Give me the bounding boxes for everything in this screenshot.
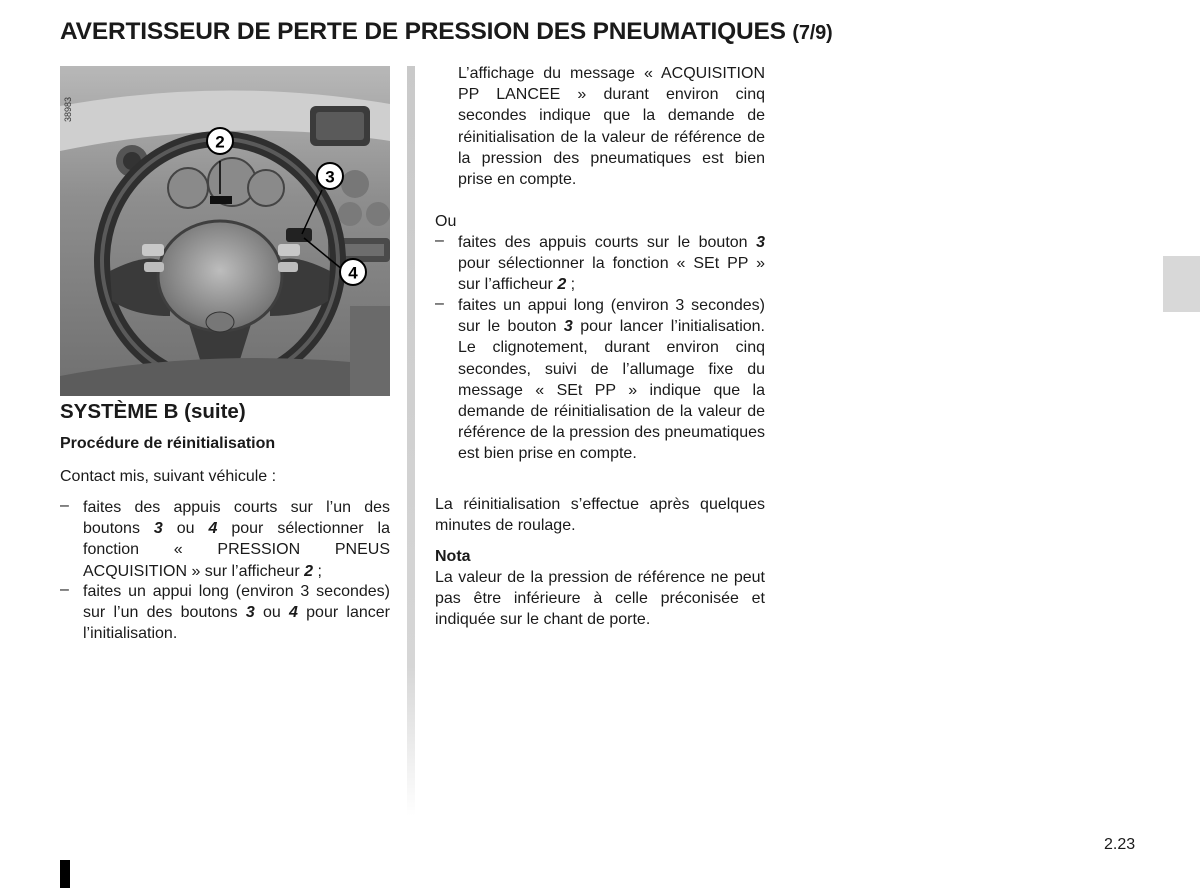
callout-4 bbox=[340, 259, 366, 285]
figure-reference-number: 38983 bbox=[63, 96, 73, 122]
list-item: faites des appuis courts sur le bouton 3 pour sélectionner la fonction « SEt PP » sur l’afficheur 2 ; bbox=[458, 234, 765, 294]
svg-text:4: 4 bbox=[348, 263, 358, 283]
list-dash: – bbox=[60, 581, 69, 598]
dashboard-illustration bbox=[60, 66, 390, 396]
list-dash: – bbox=[435, 295, 444, 312]
nota-paragraph: La valeur de la pression de référence ne peut pas être inférieure à celle préconisée et indiquée sur le chant de porte. bbox=[435, 569, 765, 629]
callout-3 bbox=[317, 163, 343, 189]
continued-paragraph: L’affichage du message « ACQUISITION PP LANCEE » durant environ cinq secondes indique que la demande de réinitialisation de la valeur de référence de la pression des pneumatiques est bien prise en compte. bbox=[458, 65, 765, 189]
or-text: Ou bbox=[435, 213, 457, 230]
page-title-text: AVERTISSEUR DE PERTE DE PRESSION DES PNEUMATIQUES bbox=[60, 18, 786, 45]
list-item: faites des appuis courts sur l’un des boutons 3 ou 4 pour sélectionner la fonction « PRESSION PNEUS ACQUISITION » sur l’afficheur 2 ; bbox=[83, 499, 391, 580]
column-divider bbox=[407, 66, 415, 816]
list-item: faites un appui long (environ 3 secondes) sur le bouton 3 pour lancer l’initialisation. Le clignotement, durant environ cinq secondes, suivi de l’allumage fixe du message « SEt PP » indique que la demande de réinitialisation de la valeur de référence de la pression des pneumatiques est bien prise en compte. bbox=[458, 297, 766, 463]
section-heading: SYSTÈME B (suite) bbox=[60, 400, 246, 423]
callout-2 bbox=[207, 128, 233, 154]
footer-bar bbox=[60, 860, 70, 888]
page-section-number: (7/9) bbox=[792, 22, 833, 44]
list-dash: – bbox=[435, 232, 444, 249]
procedure-heading: Procédure de réinitialisation bbox=[60, 435, 276, 452]
intro-paragraph: Contact mis, suivant véhicule : bbox=[60, 468, 277, 485]
page-title bbox=[60, 18, 833, 46]
list-item: faites un appui long (environ 3 secondes) sur l’un des boutons 3 ou 4 pour lancer l’initialisation. bbox=[83, 583, 390, 643]
nota-heading: Nota bbox=[435, 548, 471, 565]
svg-text:2: 2 bbox=[215, 132, 225, 152]
list-dash: – bbox=[60, 497, 69, 514]
after-paragraph: La réinitialisation s’effectue après quelques minutes de roulage. bbox=[435, 496, 765, 535]
svg-text:3: 3 bbox=[325, 167, 335, 187]
steering-wheel-picture bbox=[60, 66, 390, 396]
chapter-tab bbox=[1163, 256, 1200, 312]
page-number: 2.23 bbox=[1104, 836, 1136, 853]
